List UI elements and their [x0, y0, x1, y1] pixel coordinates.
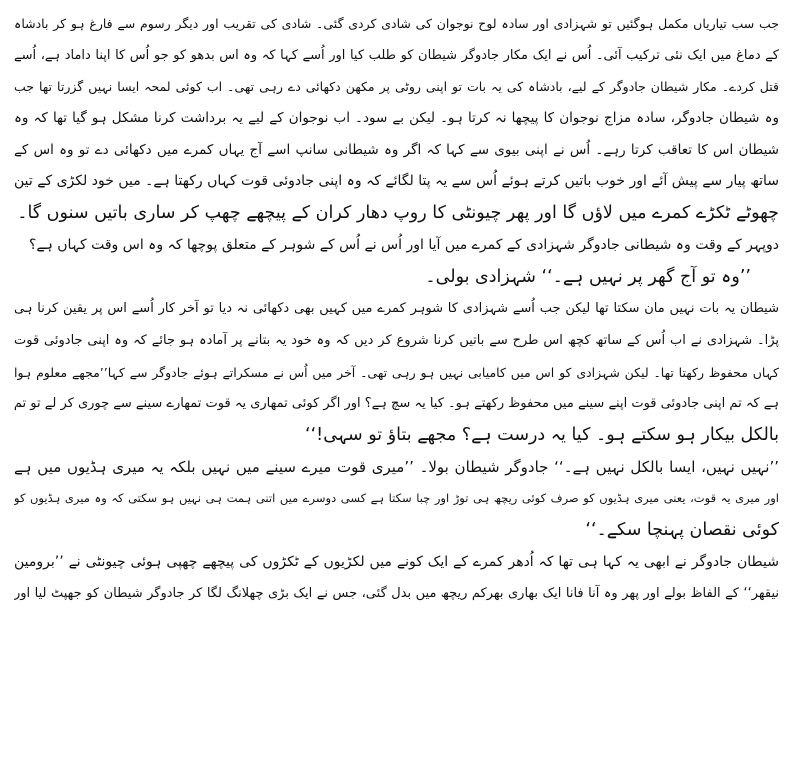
- text-line: کے دماغ میں ایک نئی ترکیب آئی۔ اُس نے ایک مکار جادوگر شیطان کو طلب کیا اور اُسے کہا کہ وہ اس بدھو کو جو اُس کا اپنا داماد ہے، اُسے: [14, 47, 779, 63]
- text-line: شیطان یہ بات نہیں مان سکتا تھا لیکن جب اُسے شہزادی کا شوہر کمرے میں کہیں بھی دکھائی نہ دیا تو آخر کار اُسے اس پر یقین کرنا ہی: [14, 301, 779, 317]
- text-line: بالکل بیکار ہو سکتے ہو۔ کیا یہ درست ہے؟ مجھے بتاؤ تو سہی!‘‘: [305, 424, 779, 445]
- text-line: جب سب تیاریاں مکمل ہوگئیں تو شہزادی اور سادہ لوح نوجوان کی شادی کردی گئی۔ شادی کی تقریب اور دیگر رسوم سے فارغ ہو کر بادشاہ: [14, 16, 779, 31]
- text-line: چھوٹے ٹکڑے کمرے میں لاؤں گا اور پھر چیونٹی کا روپ دھار کران کے پیچھے چھپ کر ساری باتیں سنوں گا۔: [17, 203, 779, 224]
- paragraph-5: [14, 452, 779, 547]
- paragraph-2: [14, 230, 779, 262]
- paragraph-1: [14, 8, 779, 230]
- text-line: ساتھ پیار سے پیش آئے اور خوب باتیں کرتے ہوئے اُس سے یہ پتا لگائے کہ وہ اپنی جادوئی قوت کہاں رکھتا ہے۔ میں خود لکڑی کے تین: [14, 173, 779, 190]
- text-line: کوئی نقصان پہنچا سکے۔‘‘: [585, 520, 779, 540]
- paragraph-3: [14, 262, 779, 294]
- paragraph-4: [14, 293, 779, 451]
- text-line: اور میری یہ قوت، یعنی میری ہڈیوں کو صرف کوئی ریچھ ہی توڑ اور چبا سکتا ہے کسی دوسرے میں اتنی ہمت ہی نہیں ہو سکتی کہ وہ میری ہڈیوں کو: [14, 491, 779, 506]
- text-line: شیطان جادوگر نے ابھی یہ کہا ہی تھا کہ اُدھر کمرے کے ایک کونے میں لکڑیوں کے ٹکڑوں کی پیچھے چھپی ہوئی چیونٹی نے ’’برومین: [14, 553, 779, 570]
- paragraph-6: [14, 547, 779, 610]
- text-line: نیقھر‘‘ کے الفاظ بولے اور پھر وہ آنا فانا ایک بھاری بھرکم ریچھ میں بدل گئی، جس نے ایک بڑی چھلانگ لگا کر جادوگر شیطان کو جھپٹ لیا اور: [14, 586, 779, 602]
- text-line: قتل کردے۔ مکار شیطان جادوگر کے لیے، بادشاہ کی یہ بات تو اپنی روٹی پر مکھن دکھائی دے رہی تھی۔ اب کوئی لمحہ ایسا نہیں گزرتا تھا جب: [14, 79, 779, 95]
- text-line: شیطان اس کا تعاقب کرتا رہے۔ اُس نے اپنی بیوی سے کہا کہ اگر وہ شیطانی سانپ اسے آج یہاں کمرے میں دکھائی دے تو وہ اس کے: [14, 141, 779, 158]
- text-line: وہ شیطان جادوگر، سادہ مزاج نوجوان کا پیچھا نہ کرتا ہو۔ لیکن بے سود۔ اب نوجوان کے لیے یہ برداشت کرنا مشکل ہو گیا تھا کہ وہ: [14, 110, 779, 127]
- text-line: دوپہر کے وقت وہ شیطانی جادوگر شہزادی کے کمرے میں آیا اور اُس نے اُس کے شوہر کے متعلق پوچھا کہ وہ اس وقت کہاں ہے؟: [28, 236, 779, 253]
- text-line: ’’نہیں نہیں، ایسا بالکل نہیں ہے۔‘‘ جادوگر شیطان بولا۔ ’’میری قوت میرے سینے میں نہیں بلکہ یہ میری ہڈیوں میں ہے: [14, 457, 779, 476]
- text-line: پڑا۔ شہزادی نے اب اُس کے ساتھ کچھ اس طرح سے باتیں کرنا شروع کر دیں کہ وہ خود یہ بتانے پر آمادہ ہو جائے کہ وہ اپنی جادوئی قوت: [14, 332, 779, 348]
- text-line: ہے کہ تم اپنی جادوئی قوت اپنے سینے میں محفوظ رکھتے ہو۔ کیا یہ سچ ہے؟ اور اگر کوئی تمھاری یہ قوت تمھارے سینے سے چوری کر لے تو تم: [14, 396, 779, 412]
- text-line: کہاں محفوظ رکھتا تھا۔ لیکن شہزادی کو اس میں کامیابی نہیں ہو رہی تھی۔ آخر میں اُس نے مسکراتے ہوئے جادوگر سے کہا’’مجھے معلوم ہوا: [14, 364, 779, 380]
- text-line: ’’وہ تو آج گھر پر نہیں ہے۔‘‘ شہزادی بولی۔: [425, 266, 751, 287]
